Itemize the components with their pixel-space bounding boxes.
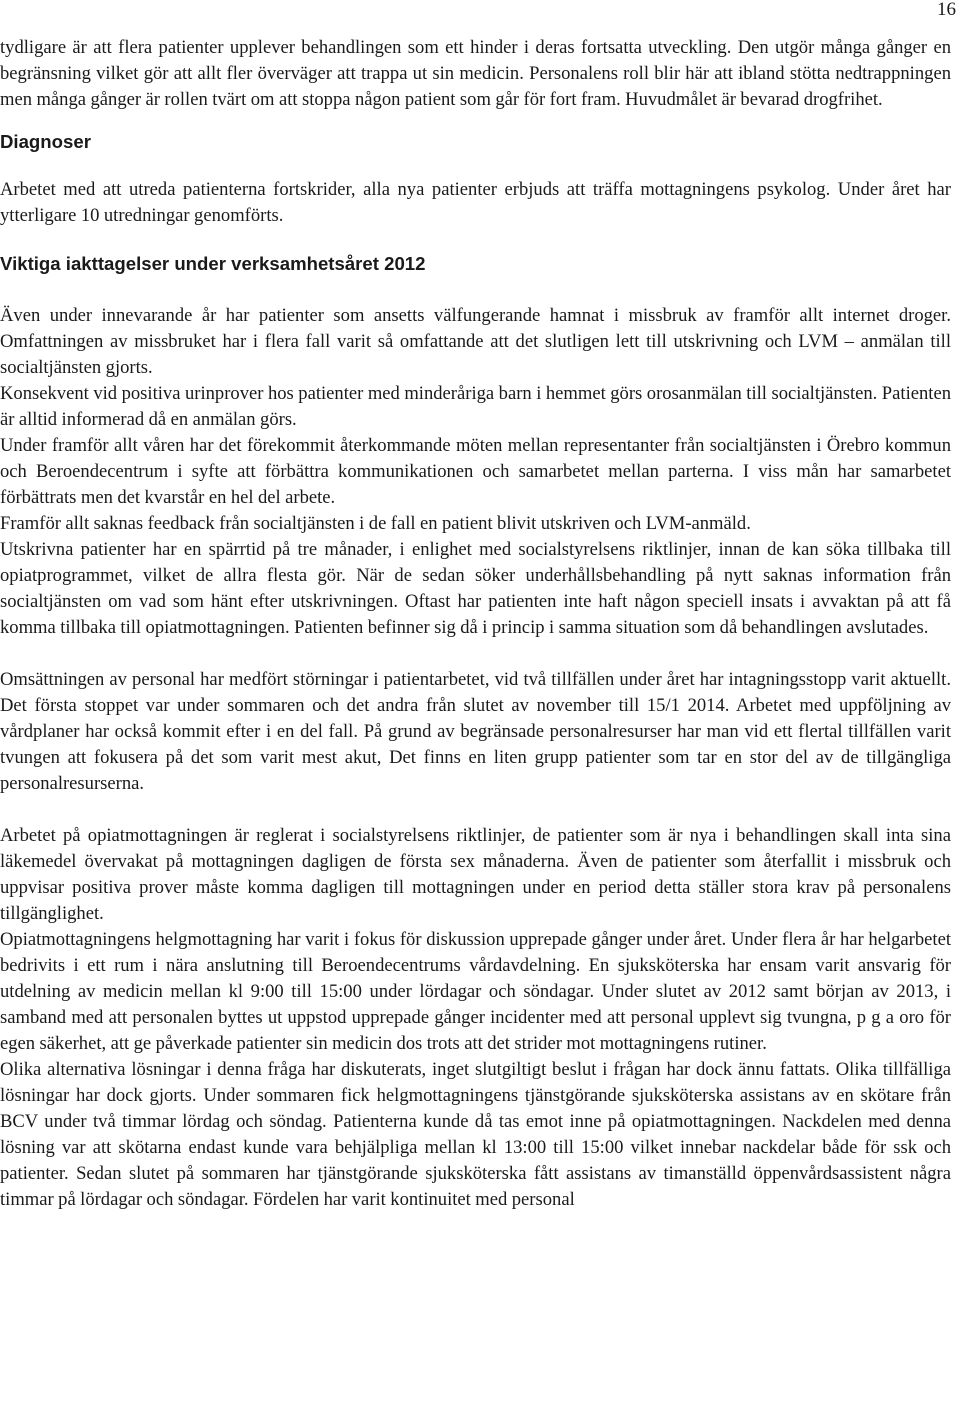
paragraph-arbetet: Arbetet på opiatmottagningen är reglerat i socialstyrelsens riktlinjer, de patienter som är nya i behandlingen skall inta sina läkemedel övervakat på mottagningen dagligen de första sex månaderna. Även de patienter som återfallit i missbruk och uppvisar positiva prover måste komma dagligen till mottagningen under en period detta ställer stora krav på personalens tillgänglighet.	[0, 825, 951, 924]
paragraph-helgmottagning: Opiatmottagningens helgmottagning har varit i fokus för diskussion upprepade gånger under året. Under flera år har helgarbetet bedrivits i ett rum i nära anslutning till Beroendecentrums vårdavdelning. En sjuksköterska har ensam varit ansvarig för utdelning av medicin mellan kl 9:00 till 15:00 under lördagar och söndagar. Under slutet av 2012 samt början av 2013, i samband med att personalen byttes ut uppstod upprepade gånger incidenter med att personal upplevt sig tvungna, p g a oro för egen säkerhet, att ge påverkade patienter sin medicin dos trots att det strider mot mottagningens rutiner.	[0, 929, 951, 1054]
page-number: 16	[937, 0, 956, 20]
paragraph-diagnoser: Arbetet med att utreda patienterna fortskrider, alla nya patienter erbjuds att träffa mottagningens psykolog. Under året har ytterligare 10 utredningar genomförts.	[0, 179, 951, 226]
heading-viktiga-iakttagelser: Viktiga iakttagelser under verksamhetsåret 2012	[0, 253, 426, 274]
heading-diagnoser: Diagnoser	[0, 131, 91, 152]
paragraph-under-framfor-allt: Under framför allt våren har det förekommit återkommande möten mellan representanter från socialtjänsten i Örebro kommun och Beroendecentrum i syfte att förbättra kommunikationen och samarbetet mellan parterna. I viss mån har samarbetet förbättrats men det kvarstår en hel del arbete.	[0, 435, 951, 508]
document-body	[0, 35, 951, 1213]
paragraph-olika-losningar: Olika alternativa lösningar i denna fråga har diskuterats, inget slutgiltigt beslut i frågan har dock ännu fattats. Olika tillfälliga lösningar har dock gjorts. Under sommaren fick helgmottagningens tjänstgörande sjuksköterska assistans av en skötare från BCV under två timmar lördag och söndag. Patienterna kunde då tas emot inne på opiatmottagningen. Nackdelen med denna lösning var att skötarna endast kunde vara behjälpliga mellan kl 13:00 till 15:00 vilket innebar nackdelar både för ssk och patienter. Sedan slutet på sommaren har tjänstgörande sjuksköterska fått assistans av timanställd öppenvårdsassistent några timmar på lördagar och söndagar. Fördelen har varit kontinuitet med personal	[0, 1059, 951, 1210]
paragraph-aven: Även under innevarande år har patienter som ansetts välfungerande hamnat i missbruk av framför allt internet droger. Omfattningen av missbruket har i flera fall varit så omfattande att det slutligen lett till utskrivning och LVM – anmälan till socialtjänsten gjorts.	[0, 305, 951, 378]
paragraph-omsattningen: Omsättningen av personal har medfört störningar i patientarbetet, vid två tillfällen under året har intagningsstopp varit aktuellt. Det första stoppet var under sommaren och det andra från slutet av november till 15/1 2014. Arbetet med uppföljning av vårdplaner har också kommit efter i en del fall. På grund av begränsade personalresurser har man vid ett flertal tillfällen varit tvungen att fokusera på det som varit mest akut, Det finns en liten grupp patienter som tar en stor del av de tillgängliga personalresurserna.	[0, 669, 951, 794]
paragraph-konsekvent: Konsekvent vid positiva urinprover hos patienter med minderåriga barn i hemmet görs orosanmälan till socialtjänsten. Patienten är alltid informerad då en anmälan görs.	[0, 383, 951, 430]
paragraph-intro: tydligare är att flera patienter upplever behandlingen som ett hinder i deras fortsatta utveckling. Den utgör många gånger en begränsning vilket gör att allt fler överväger att trappa ut sin medicin. Personalens roll blir här att ibland stötta nedtrappningen men många gånger är rollen tvärt om att stoppa någon patient som går för fort fram. Huvudmålet är bevarad drogfrihet.	[0, 37, 951, 110]
paragraph-framfor-allt-saknas: Framför allt saknas feedback från socialtjänsten i de fall en patient blivit utskriven och LVM-anmäld.	[0, 513, 751, 534]
paragraph-utskrivna: Utskrivna patienter har en spärrtid på tre månader, i enlighet med socialstyrelsens riktlinjer, innan de kan söka tillbaka till opiatprogrammet, vilket de allra flesta gör. När de sedan söker underhållsbehandling på nytt saknas information från socialtjänsten om vad som hänt efter utskrivningen. Oftast har patienten inte haft någon speciell insats i avvaktan på att få komma tillbaka till opiatmottagningen. Patienten befinner sig då i princip i samma situation som då behandlingen avslutades.	[0, 539, 951, 638]
